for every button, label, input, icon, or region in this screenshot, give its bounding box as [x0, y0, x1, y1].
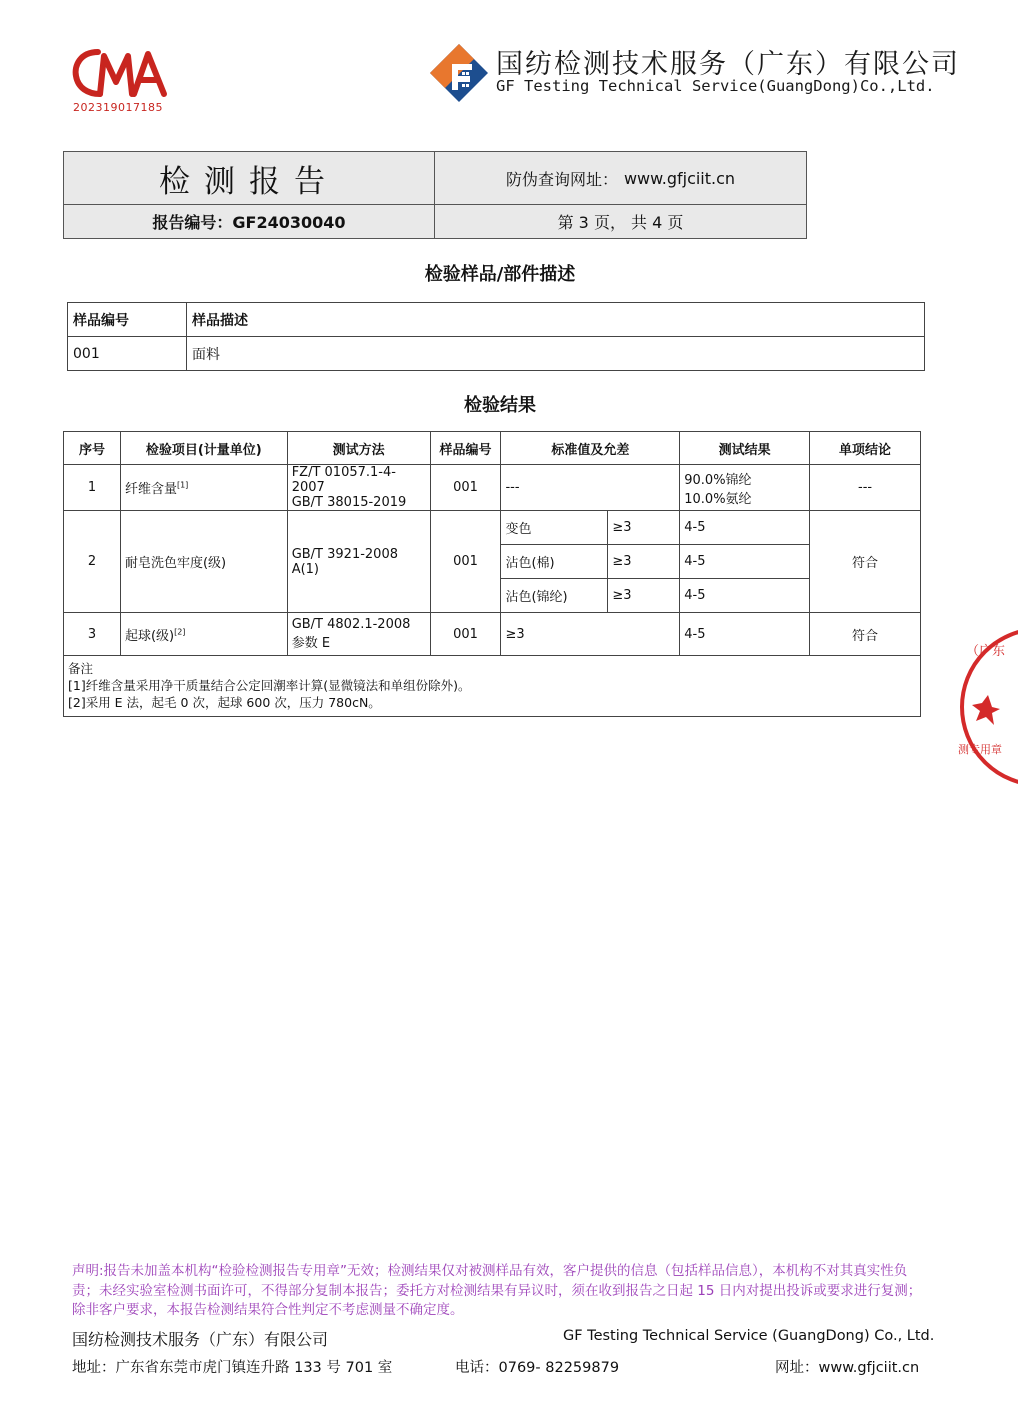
- sample-number: 001: [430, 465, 501, 511]
- report-title-cell: [64, 152, 435, 205]
- test-result: 4-5: [680, 511, 810, 545]
- verify-label: 防伪查询网址：: [505, 169, 618, 189]
- company-name-cn: 国纺检测技术服务（广东）有限公司: [496, 49, 960, 80]
- conclusion: ---: [810, 465, 921, 511]
- standard-value: ---: [501, 465, 680, 511]
- test-result: 90.0%锦纶 10.0%氨纶: [680, 465, 810, 511]
- footnote-ref: [1]: [176, 480, 189, 490]
- footer-phone: 电话：0769- 82259879: [455, 1360, 620, 1376]
- test-method: GB/T 3921-2008 A(1): [287, 511, 430, 613]
- company-logo-icon: [428, 42, 490, 104]
- verify-url[interactable]: www.gfjciit.cn: [623, 168, 736, 188]
- conclusion: 符合: [810, 613, 921, 656]
- table-row: [64, 465, 921, 511]
- test-result: 4-5: [680, 613, 810, 656]
- standard-value: ≥3: [608, 545, 680, 579]
- footer-address: 地址：广东省东莞市虎门镇连升路 133 号 701 室: [72, 1360, 393, 1376]
- notes-cell: [64, 656, 921, 717]
- table-row: [64, 613, 921, 656]
- test-item: 纤维含量[1]: [120, 465, 287, 511]
- report-title: 检测报告: [159, 163, 339, 200]
- table-row: [64, 511, 921, 545]
- footer-company-cn: 国纺检测技术服务（广东）有限公司: [72, 1330, 329, 1349]
- sample-number: 001: [68, 337, 187, 371]
- report-header: [63, 151, 807, 239]
- note-line: [1]纤维含量采用净干质量结合公定回潮率计算(显微镜法和单组份除外)。: [68, 678, 471, 693]
- sample-number: 001: [430, 511, 501, 613]
- header-cell: 样品描述: [187, 303, 925, 337]
- footer-website[interactable]: 网址：www.gfjciit.cn: [775, 1360, 920, 1376]
- sub-item: 变色: [501, 511, 608, 545]
- test-item: 起球(级)[2]: [120, 613, 287, 656]
- stamp-text-bottom: 测专用章: [958, 743, 1002, 756]
- row-number: 2: [64, 511, 121, 613]
- note-line: [2]采用 E 法，起毛 0 次，起球 600 次，压力 780cN。: [68, 695, 381, 710]
- results-section-title: 检验结果: [464, 395, 536, 416]
- row-number: 3: [64, 613, 121, 656]
- test-result: 4-5: [680, 545, 810, 579]
- standard-value: ≥3: [608, 579, 680, 613]
- standard-value: ≥3: [608, 511, 680, 545]
- test-result: 4-5: [680, 579, 810, 613]
- notes-label: 备注: [68, 661, 94, 676]
- standard-value: ≥3: [501, 613, 680, 656]
- header-cell: 序号: [64, 432, 121, 465]
- footnote-ref: [2]: [174, 627, 186, 637]
- table-row: [68, 337, 925, 371]
- test-method: GB/T 4802.1-2008 参数 E: [287, 613, 430, 656]
- table-header-row: [68, 303, 925, 337]
- header-cell: 单项结论: [810, 432, 921, 465]
- header-cell: 测试结果: [680, 432, 810, 465]
- disclaimer: 声明:报告未加盖本机构“检验检测报告专用章”无效；检测结果仅对被测样品有效，客户提供的信息（包括样品信息），本机构不对其真实性负责；未经实验室检测书面许可，不得部分复制本报告；委托方对检测结果有异议时，须在收到报告之日起 15 日内对提出投诉或要求进行复测；除非客户要求，本报告检测结果符合性判定不考虑测量不确定度。: [72, 1263, 922, 1318]
- report-number: 报告编号：GF24030040: [64, 205, 435, 238]
- table-header-row: [64, 432, 921, 465]
- company-name-en: GF Testing Technical Service(GuangDong)Co.,Ltd.: [496, 77, 935, 95]
- conclusion: 符合: [810, 511, 921, 613]
- page-info: 第 3 页， 共 4 页: [435, 205, 806, 238]
- sub-item: 沾色(棉): [501, 545, 608, 579]
- inspection-stamp: [958, 625, 1018, 789]
- row-number: 1: [64, 465, 121, 511]
- footer-company-en: GF Testing Technical Service (GuangDong) Co., Ltd.: [563, 1328, 935, 1344]
- sample-table: [67, 302, 925, 371]
- header-cell: 样品编号: [68, 303, 187, 337]
- verify-cell: [435, 152, 806, 205]
- header-cell: 检验项目(计量单位): [120, 432, 287, 465]
- header-cell: 标准值及允差: [501, 432, 680, 465]
- sub-item: 沾色(锦纶): [501, 579, 608, 613]
- sample-section-title: 检验样品/部件描述: [424, 264, 576, 285]
- header-cell: 样品编号: [430, 432, 501, 465]
- sample-number: 001: [430, 613, 501, 656]
- header-cell: 测试方法: [287, 432, 430, 465]
- results-table: [63, 431, 921, 717]
- cma-number: 202319017185: [73, 101, 163, 114]
- notes-row: [64, 656, 921, 717]
- test-method: FZ/T 01057.1-4-2007 GB/T 38015-2019: [287, 465, 430, 511]
- sample-description: 面料: [187, 337, 925, 371]
- stamp-text-top: （广东: [966, 644, 1006, 659]
- test-item: 耐皂洗色牢度(级): [120, 511, 287, 613]
